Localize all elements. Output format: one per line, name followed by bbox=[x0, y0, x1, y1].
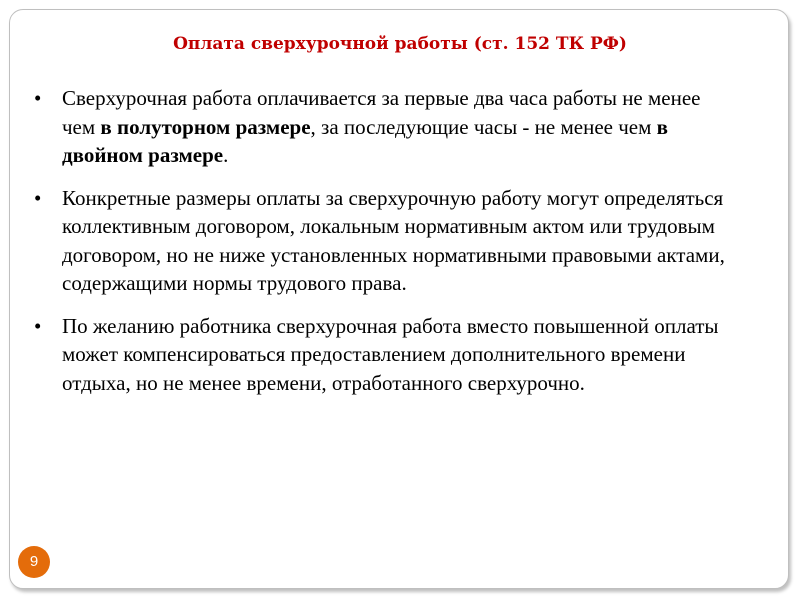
bullet-item bbox=[34, 312, 734, 398]
bold-text-run: в полуторном размере bbox=[100, 114, 311, 139]
bullet-marker: • bbox=[34, 86, 42, 110]
bullet-list bbox=[34, 84, 734, 411]
bullet-text bbox=[62, 86, 701, 167]
bold-text-run: в двойном размере bbox=[62, 114, 668, 167]
text-run: . bbox=[223, 143, 229, 167]
text-run: Сверхурочная работа оплачивается за первые два часа работы не менее чем bbox=[62, 86, 701, 139]
text-run: Конкретные размеры оплаты за сверхурочную работу могут определяться коллективным договором, локальным нормативным актом или трудовым договором, но не ниже установленных нормативными правовыми актами, содержащими нормы трудового права. bbox=[62, 185, 725, 295]
bullet-text bbox=[62, 314, 719, 395]
page-number-badge: 9 bbox=[18, 546, 50, 578]
bullet-item bbox=[34, 84, 734, 170]
text-run: , за последующие часы - не менее чем bbox=[310, 114, 657, 139]
bullet-text bbox=[62, 186, 725, 296]
text-run: По желанию работника сверхурочная работа вместо повышенной оплаты может компенсироваться предоставлением дополнительного времени отдыха, но не менее времени, отработанного сверхурочно. bbox=[62, 313, 719, 395]
bullet-marker: • bbox=[34, 185, 42, 210]
bullet-item bbox=[34, 184, 734, 298]
bullet-marker: • bbox=[34, 313, 42, 338]
slide-title: Оплата сверхурочной работы (ст. 152 ТК РФ) bbox=[173, 34, 627, 54]
